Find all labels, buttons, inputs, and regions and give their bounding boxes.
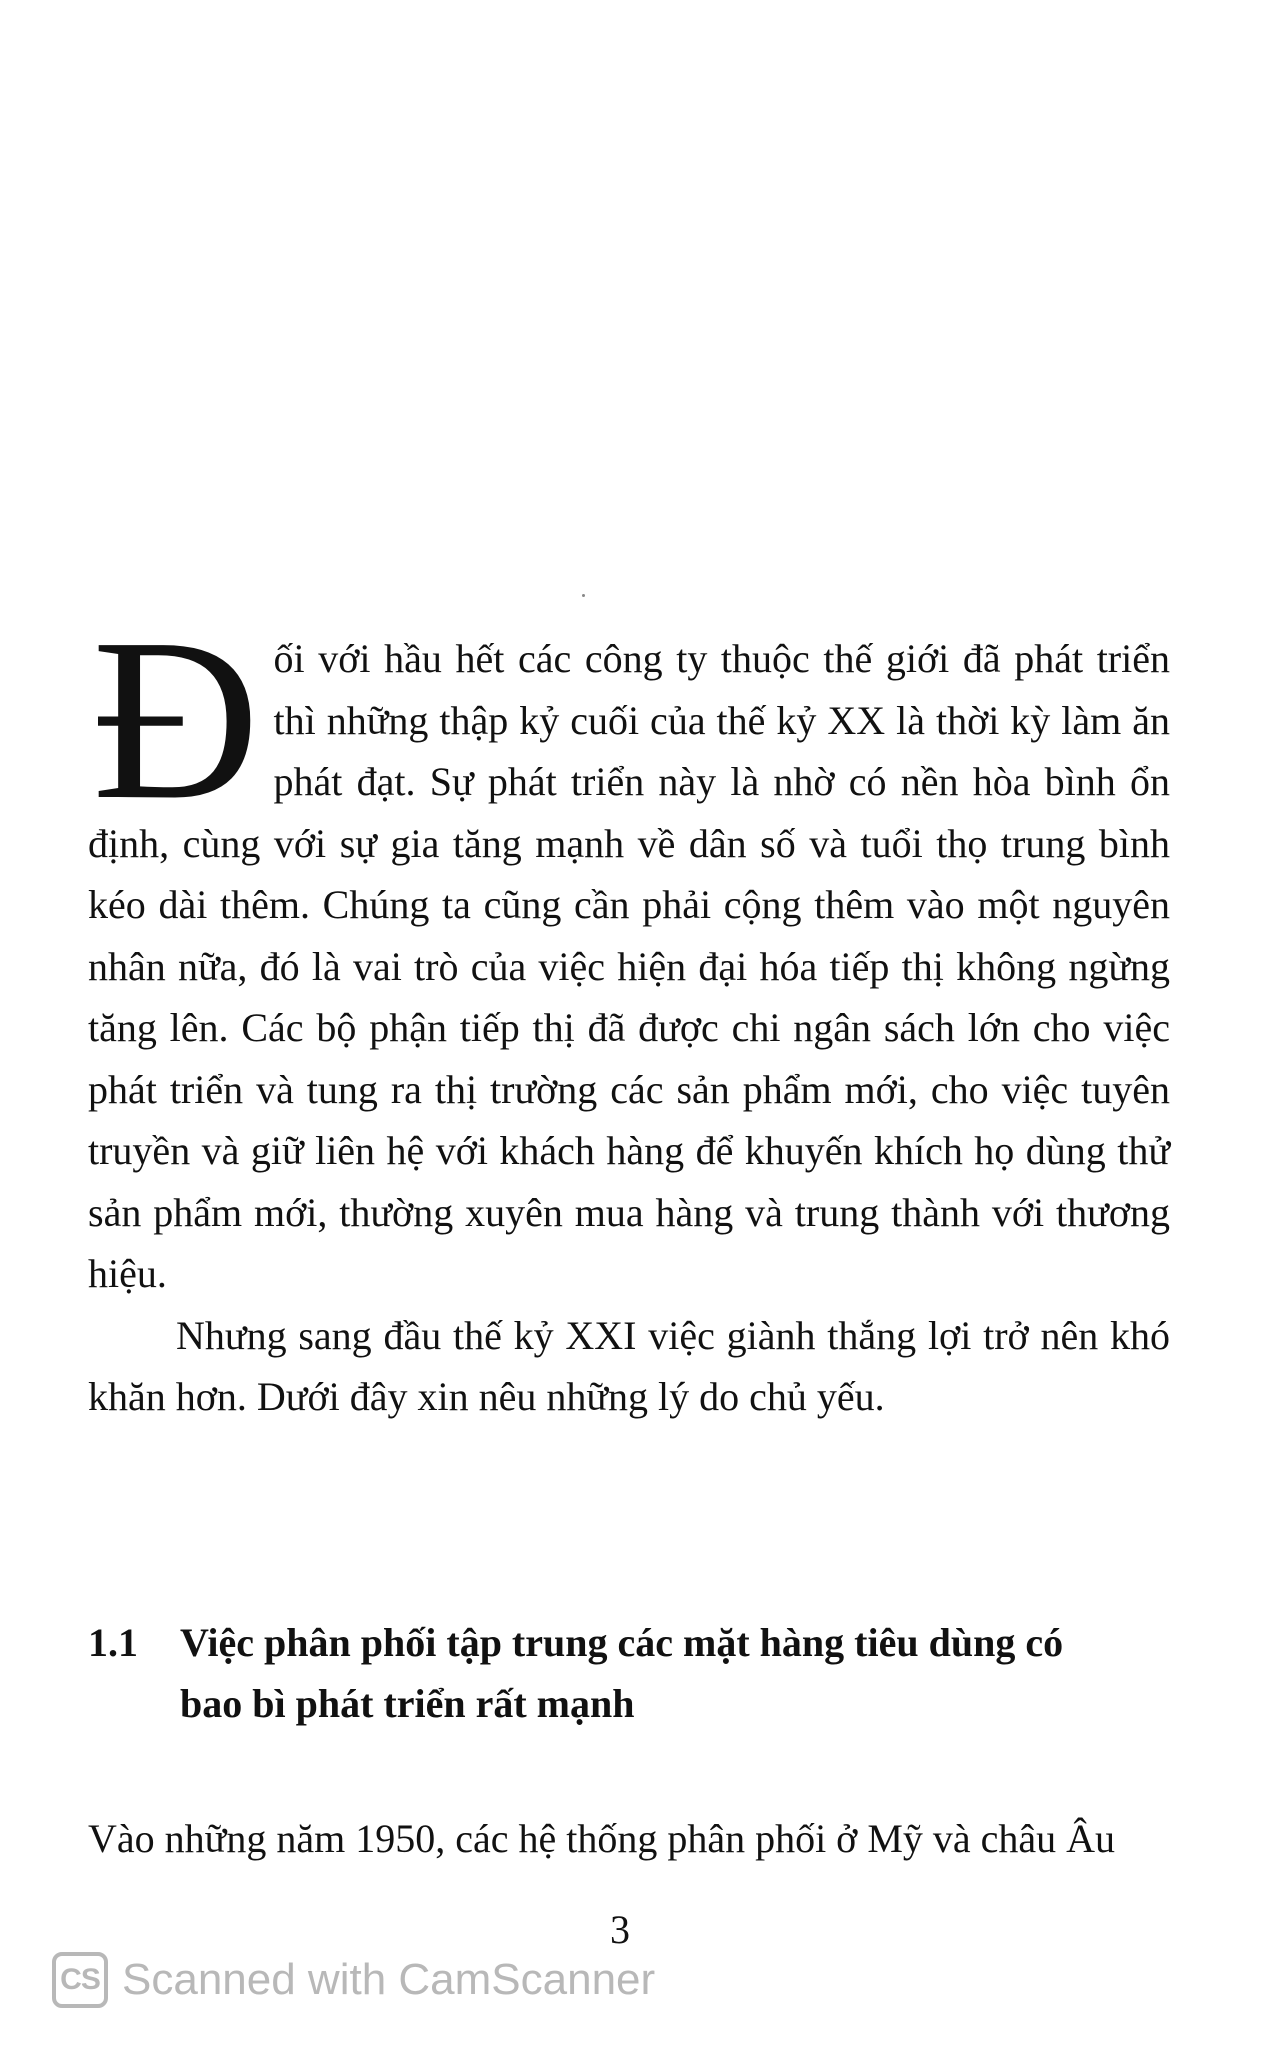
camscanner-logo-icon: CS bbox=[52, 1952, 108, 2008]
paragraph-2: Nhưng sang đầu thế kỷ XXI việc giành thắng lợi trở nên khó khăn hơn. Dưới đây xin nêu những lý do chủ yếu. bbox=[88, 1312, 1170, 1419]
camscanner-watermark bbox=[52, 1952, 655, 2008]
paragraph-3: Vào những năm 1950, các hệ thống phân phối ở Mỹ và châu Âu bbox=[88, 1816, 1116, 1861]
body-text bbox=[88, 591, 1170, 1428]
section-heading bbox=[88, 1612, 1088, 1734]
watermark-text: Scanned with CamScanner bbox=[122, 1955, 656, 2004]
section-number: 1.1 bbox=[88, 1620, 138, 1665]
section-title: Việc phân phối tập trung các mặt hàng tiêu dùng có bao bì phát triển rất mạnh bbox=[180, 1620, 1064, 1726]
scan-speck bbox=[582, 594, 585, 597]
paragraph-1 bbox=[88, 591, 1170, 1305]
page-number: 3 bbox=[610, 1907, 630, 1952]
drop-cap: Đ bbox=[92, 591, 260, 848]
paragraph-1-text: ối với hầu hết các công ty thuộc thế giới đã phát triển thì những thập kỷ cuối của thế kỷ XX là thời kỳ làm ăn phát đạt. Sự phát triển này là nhờ có nền hòa bình ổn định, cùng với sự gia tăng mạnh về dân số và tuổi thọ trung bình kéo dài thêm. Chúng ta cũng cần phải cộng thêm vào một nguyên nhân nữa, đó là vai trò của việc hiện đại hóa tiếp thị không ngừng tăng lên. Các bộ phận tiếp thị đã được chi ngân sách lớn cho việc phát triển và tung ra thị trường các sản phẩm mới, cho việc tuyên truyền và giữ liên hệ với khách hàng để khuyến khích họ dùng thử sản phẩm mới, thường xuyên mua hàng và trung thành với thương hiệu. bbox=[88, 636, 1170, 1296]
